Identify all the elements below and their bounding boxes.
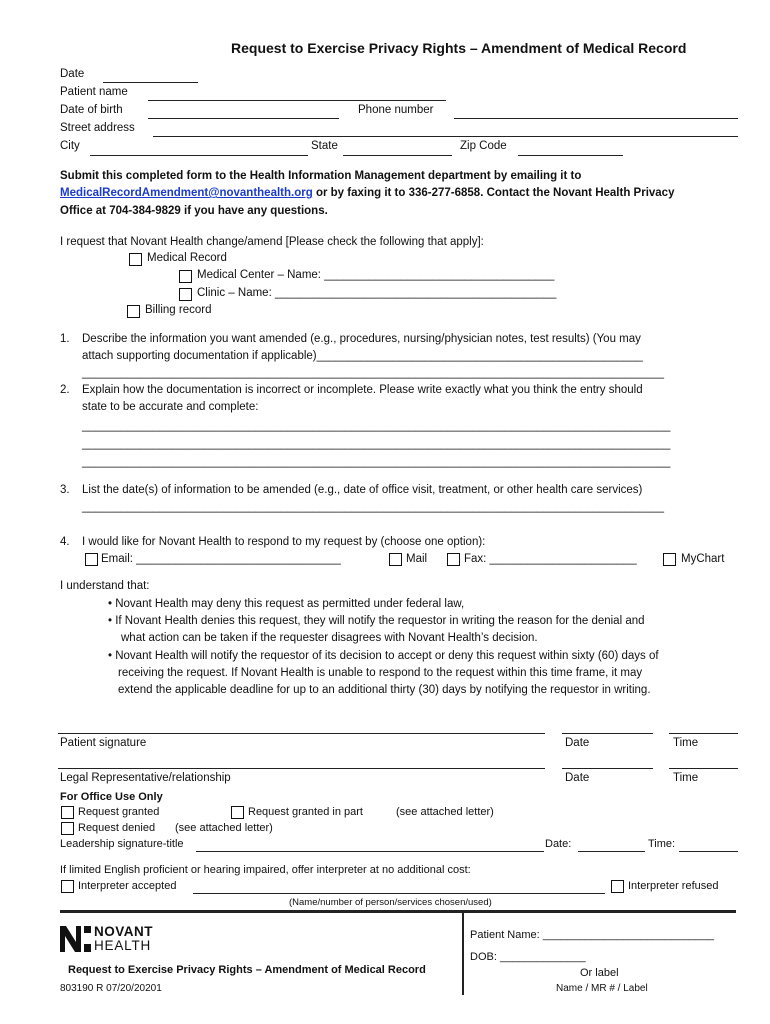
street-label: Street address [60,122,135,134]
leadership-signature-label: Leadership signature-title [60,838,184,850]
state-label: State [311,140,338,152]
office-time-field[interactable] [679,851,738,852]
mail-checkbox[interactable] [389,553,402,566]
patient-name-label: Patient name [60,86,128,98]
interpreter-refused-label: Interpreter refused [628,880,719,892]
submit-instructions-line1: Submit this completed form to the Health Information Management department by emailing it to [60,170,582,182]
submit-instructions-line2: MedicalRecordAmendment@novanthealth.org or by faxing it to 336-277-6858. Contact the Novant Health Privacy [60,187,675,199]
q3-number: 3. [60,484,70,496]
date-label: Date [565,737,590,749]
mychart-option-label: MyChart [681,553,725,565]
state-field[interactable] [343,155,452,156]
q3-line1: List the date(s) of information to be amended (e.g., date of office visit, treatment, or other health care services) [82,484,643,496]
understand-bullet-1: • Novant Health may deny this request as permitted under federal law, [108,598,465,610]
footer-dob[interactable]: DOB: ______________ [470,951,586,963]
q2-answer-line[interactable]: ____________________________________________________________________________________________ [82,420,671,432]
label-description: Name / MR # / Label [556,983,648,994]
office-date-field[interactable] [578,851,645,852]
request-intro: I request that Novant Health change/amend [Please check the following that apply]: [60,236,484,248]
office-time-label: Time: [648,838,676,850]
or-label-text: Or label [580,967,619,979]
mychart-checkbox[interactable] [663,553,676,566]
leadership-signature-field[interactable] [196,851,544,852]
page-title: Request to Exercise Privacy Rights – Amendment of Medical Record [231,40,687,56]
medical-record-label: Medical Record [147,252,227,264]
street-field[interactable] [153,136,738,137]
understand-bullet-3-cont2: extend the applicable deadline for up to an additional thirty (30) days by notifying the requestor in writing. [118,684,651,696]
footer-divider [60,910,736,913]
legal-rep-signature-field[interactable] [58,768,545,769]
billing-record-label: Billing record [145,304,212,316]
novant-n-icon [60,924,94,954]
patient-signature-date-field[interactable] [562,733,653,734]
q2-line2: state to be accurate and complete: [82,401,259,413]
request-granted-checkbox[interactable] [61,806,74,819]
office-use-heading: For Office Use Only [60,791,163,803]
patient-signature-label: Patient signature [60,737,147,749]
date-label: Date [60,68,85,80]
understand-bullet-2-cont: what action can be taken if the requester disagrees with Novant Health’s decision. [121,632,538,644]
billing-record-checkbox[interactable] [127,305,140,318]
clinic-label: Clinic – Name: ____________________________________________ [197,287,557,299]
request-denied-checkbox[interactable] [61,822,74,835]
zip-field[interactable] [518,155,623,156]
medical-center-label: Medical Center – Name: ____________________________________ [197,269,555,281]
interpreter-caption: (Name/number of person/services chosen/used) [289,897,492,908]
see-attached-letter-2: (see attached letter) [175,822,273,834]
novant-health-logo [60,924,190,954]
q1-line1: Describe the information you want amended (e.g., procedures, nursing/physician notes, test results) (You may [82,333,641,345]
city-label: City [60,140,80,152]
time-label: Time [673,772,699,784]
interpreter-intro: If limited English proficient or hearing impaired, offer interpreter at no additional cost: [60,864,471,876]
interpreter-refused-checkbox[interactable] [611,880,624,893]
medical-record-checkbox[interactable] [129,253,142,266]
clinic-checkbox[interactable] [179,288,192,301]
see-attached-letter-1: (see attached letter) [396,806,494,818]
phone-field[interactable] [454,118,738,119]
patient-signature-time-field[interactable] [669,733,738,734]
q1-number: 1. [60,333,70,345]
understand-bullet-2: • If Novant Health denies this request, they will notify the requestor in writing the reason for the denial and [108,615,645,627]
legal-rep-date-field[interactable] [562,768,653,769]
request-granted-label: Request granted [78,806,160,818]
logo-text-bottom: HEALTH [94,938,152,953]
dob-label: Date of birth [60,104,123,116]
footer-vertical-divider [462,913,464,995]
interpreter-name-field[interactable] [193,893,605,894]
submit-instructions-line3: Office at 704-384-9829 if you have any questions. [60,205,328,217]
footer-patient-name[interactable]: Patient Name: ____________________________ [470,929,715,941]
request-granted-part-label: Request granted in part [248,806,363,818]
q2-line1: Explain how the documentation is incorrect or incomplete. Please write exactly what you think the entry should [82,384,643,396]
understand-bullet-3-cont: receiving the request. If Novant Health is unable to respond to the request within this time frame, it may [118,667,643,679]
q3-answer-line[interactable]: ___________________________________________________________________________________________ [82,501,665,513]
q4-line1: I would like for Novant Health to respond to my request by (choose one option): [82,536,486,548]
q4-number: 4. [60,536,70,548]
fax-checkbox[interactable] [447,553,460,566]
footer-form-title: Request to Exercise Privacy Rights – Amendment of Medical Record [68,964,426,976]
office-date-label: Date: [545,838,572,850]
mail-option-label: Mail [406,553,428,565]
understand-intro: I understand that: [60,580,150,592]
date-label: Date [565,772,590,784]
logo-text-top: NOVANT [94,924,153,939]
email-link[interactable]: MedicalRecordAmendment@novanthealth.org [60,187,313,199]
zip-label: Zip Code [460,140,507,152]
fax-option-label: Fax: _______________________ [464,553,637,565]
date-field[interactable] [103,82,198,83]
email-checkbox[interactable] [85,553,98,566]
email-option-label: Email: ________________________________ [101,553,341,565]
interpreter-accepted-label: Interpreter accepted [78,880,177,892]
understand-bullet-3: • Novant Health will notify the requestor of its decision to accept or deny this request within sixty (60) days of [108,650,659,662]
request-denied-label: Request denied [78,822,156,834]
patient-signature-field[interactable] [58,733,545,734]
request-granted-part-checkbox[interactable] [231,806,244,819]
city-field[interactable] [90,155,308,156]
dob-field[interactable] [148,118,339,119]
q1-line2[interactable]: attach supporting documentation if applicable)___________________________________________________ [82,350,643,362]
form-code: 803190 R 07/20/20201 [60,983,162,994]
legal-rep-time-field[interactable] [669,768,738,769]
q2-answer-line[interactable]: ____________________________________________________________________________________________ [82,456,671,468]
interpreter-accepted-checkbox[interactable] [61,880,74,893]
q1-line3[interactable]: ___________________________________________________________________________________________ [82,367,665,379]
patient-name-field[interactable] [148,100,446,101]
time-label: Time [673,737,699,749]
phone-label: Phone number [358,104,434,116]
q2-number: 2. [60,384,70,396]
medical-center-checkbox[interactable] [179,270,192,283]
q2-answer-line[interactable]: ____________________________________________________________________________________________ [82,438,671,450]
legal-rep-label: Legal Representative/relationship [60,772,231,784]
